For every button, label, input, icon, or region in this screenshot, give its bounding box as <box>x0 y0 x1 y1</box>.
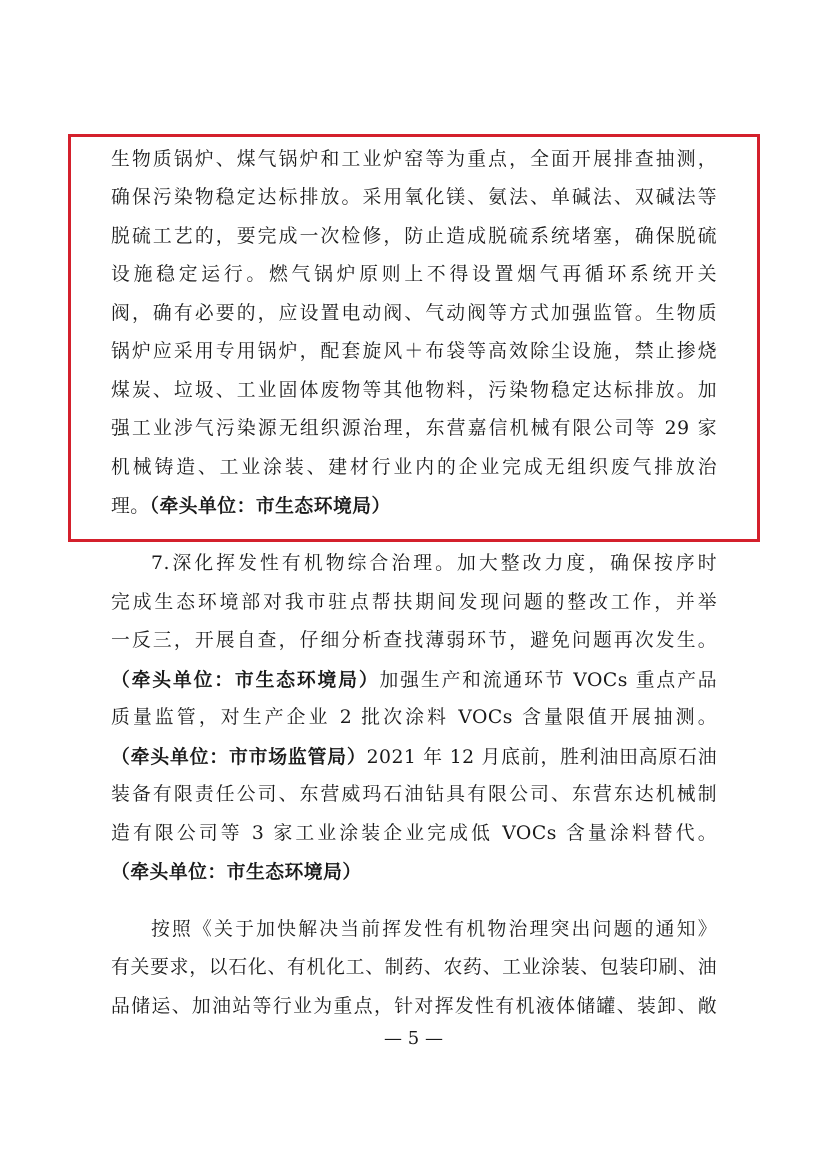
lead-unit-label: （牵头单位：市生态环境局） <box>111 669 380 691</box>
text-line <box>111 663 717 697</box>
page-number: — 5 — <box>384 1028 443 1049</box>
text-line: 完成生态环境部对我市驻点帮扶期间发现问题的整改工作，并举 <box>111 592 717 613</box>
text-segment: 2021 年 12 月底前，胜利油田高原石油 <box>366 747 718 768</box>
section-7-heading-line: 7.深化挥发性有机物综合治理。加大整改力度，确保按序时 <box>151 553 717 574</box>
text-line: 装备有限责任公司、东营威玛石油钻具有限公司、东营东达机械制 <box>111 784 717 805</box>
text-line: 设施稳定运行。燃气锅炉原则上不得设置烟气再循环系统开关 <box>111 264 717 285</box>
text-line: 煤炭、垃圾、工业固体废物等其他物料，污染物稳定达标排放。加 <box>111 380 717 401</box>
text-line: 锅炉应采用专用锅炉，配套旋风＋布袋等高效除尘设施，禁止掺烧 <box>111 341 717 362</box>
lead-unit-label: （牵头单位：市生态环境局） <box>149 495 391 517</box>
text-line: 质量监管，对生产企业 2 批次涂料 VOCs 含量限值开展抽测。 <box>111 707 717 728</box>
text-line: 有关要求，以石化、有机化工、制药、农药、工业涂装、包装印刷、油 <box>111 957 717 978</box>
text-line <box>111 489 717 523</box>
text-line <box>111 740 717 774</box>
text-line: 生物质锅炉、煤气锅炉和工业炉窑等为重点，全面开展排查抽测， <box>111 149 717 170</box>
text-line: 品储运、加油站等行业为重点，针对挥发性有机液体储罐、装卸、敞 <box>111 996 717 1017</box>
text-line: 一反三，开展自查，仔细分析查找薄弱环节，避免问题再次发生。 <box>111 630 717 651</box>
lead-unit-label: （牵头单位：市生态环境局） <box>111 861 362 883</box>
text-line: 机械铸造、工业涂装、建材行业内的企业完成无组织废气排放治 <box>111 457 717 478</box>
lead-unit-label: （牵头单位：市市场监管局） <box>111 746 367 768</box>
text-segment: 理。 <box>111 496 150 517</box>
text-line: 造有限公司等 3 家工业涂装企业完成低 VOCs 含量涂料替代。 <box>111 823 717 844</box>
text-line: 脱硫工艺的，要完成一次检修，防止造成脱硫系统堵塞，确保脱硫 <box>111 226 717 247</box>
text-segment: 加强生产和流通环节 VOCs 重点产品 <box>379 670 718 691</box>
text-line: 强工业涉气污染源无组织源治理，东营嘉信机械有限公司等 29 家 <box>111 418 717 439</box>
text-line: 按照《关于加快解决当前挥发性有机物治理突出问题的通知》 <box>151 919 717 940</box>
text-line: 确保污染物稳定达标排放。采用氧化镁、氨法、单碱法、双碱法等 <box>111 187 717 208</box>
text-line: 阀，确有必要的，应设置电动阀、气动阀等方式加强监管。生物质 <box>111 303 717 324</box>
